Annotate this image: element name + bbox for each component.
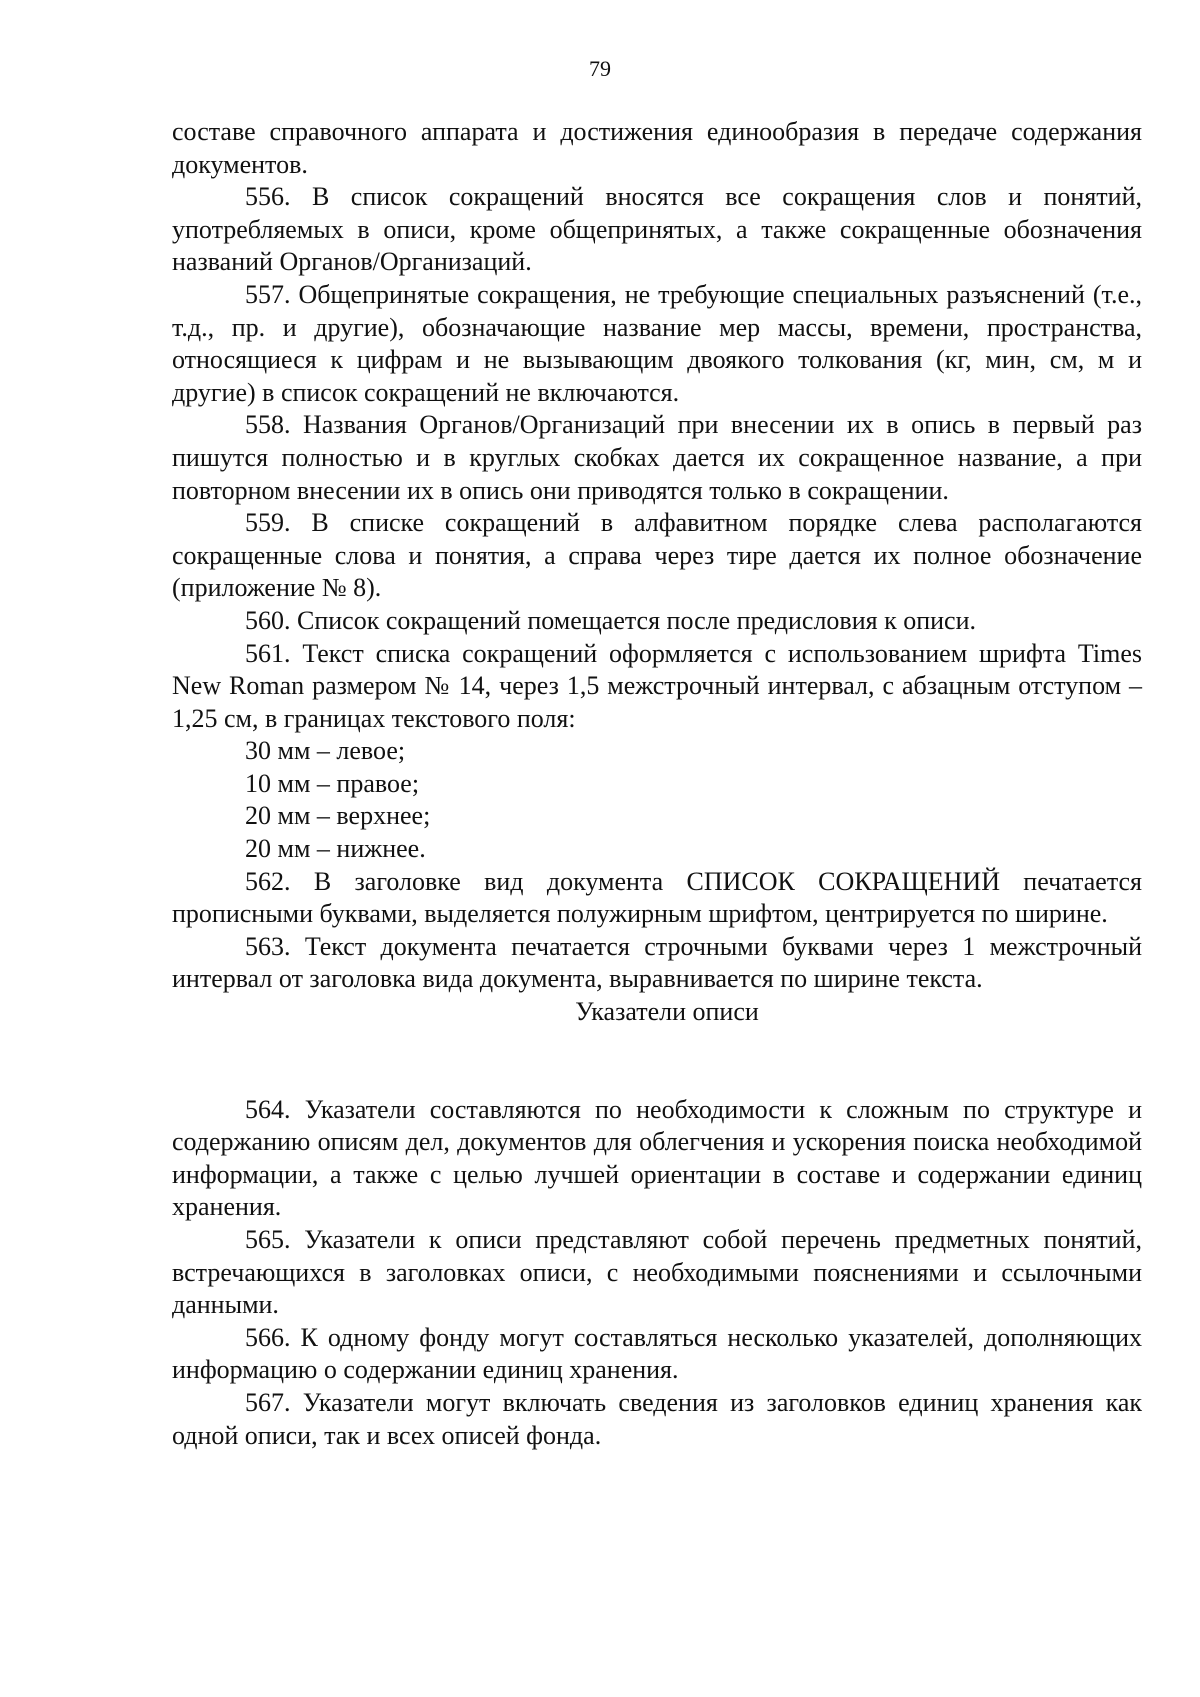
margin-list-item: 20 мм – нижнее.: [245, 834, 426, 864]
margin-list-item: 30 мм – левое;: [245, 736, 406, 766]
paragraph-559: 559. В списке сокращений в алфавитном порядке слева располагаются сокращенные слова и понятия, а справа через тире дается их полное обозначение (приложение № 8).: [172, 508, 1142, 603]
paragraph-564: 564. Указатели составляются по необходимости к сложным по структуре и содержанию описям дел, документов для облегчения и ускорения поиска необходимой информации, а также с целью лучшей ориентации в составе и содержании единиц хранения.: [172, 1094, 1142, 1222]
section-heading: Указатели описи: [575, 997, 759, 1027]
paragraph-560: 560. Список сокращений помещается после предисловия к описи.: [245, 605, 976, 635]
document-body: [172, 116, 1142, 1452]
margin-list-item: 10 мм – правое;: [245, 768, 420, 798]
paragraph-558: 558. Названия Органов/Организаций при внесении их в опись в первый раз пишутся полностью и в круглых скобках дается их сокращенное название, а при повторном внесении их в опись они приводятся только в сокращении.: [172, 410, 1142, 505]
paragraph-561: 561. Текст списка сокращений оформляется с использованием шрифта Times New Roman размером № 14, через 1,5 межстрочный интервал, с абзацным отступом – 1,25 см, в границах текстового поля:: [172, 638, 1142, 733]
paragraph-557: 557. Общепринятые сокращения, не требующие специальных разъяснений (т.е., т.д., пр. и другие), обозначающие название мер массы, времени, пространства, относящиеся к цифрам и не вызывающим двоякого толкования (кг, мин, см, м и другие) в список сокращений не включаются.: [172, 279, 1142, 407]
margin-list-item: 20 мм – верхнее;: [245, 801, 431, 831]
section-spacer: [172, 1029, 1142, 1094]
paragraph-567: 567. Указатели могут включать сведения из заголовков единиц хранения как одной описи, так и всех описей фонда.: [172, 1387, 1142, 1450]
page-number: 79: [589, 56, 611, 81]
intro-paragraph: составе справочного аппарата и достижения единообразия в передаче содержания документов.: [172, 117, 1142, 179]
paragraph-565: 565. Указатели к описи представляют собой перечень предметных понятий, встречающихся в заголовках описи, с необходимыми пояснениями и ссылочными данными.: [172, 1225, 1142, 1320]
paragraph-562: 562. В заголовке вид документа СПИСОК СОКРАЩЕНИЙ печатается прописными буквами, выделяется полужирным шрифтом, центрируется по ширине.: [172, 866, 1142, 929]
paragraph-566: 566. К одному фонду могут составляться несколько указателей, дополняющих информацию о содержании единиц хранения.: [172, 1322, 1142, 1385]
paragraph-563: 563. Текст документа печатается строчными буквами через 1 межстрочный интервал от заголовка вида документа, выравнивается по ширине текста.: [172, 931, 1142, 994]
paragraph-556: 556. В список сокращений вносятся все сокращения слов и понятий, употребляемых в описи, кроме общепринятых, а также сокращенные обозначения названий Органов/Организаций.: [172, 182, 1142, 277]
